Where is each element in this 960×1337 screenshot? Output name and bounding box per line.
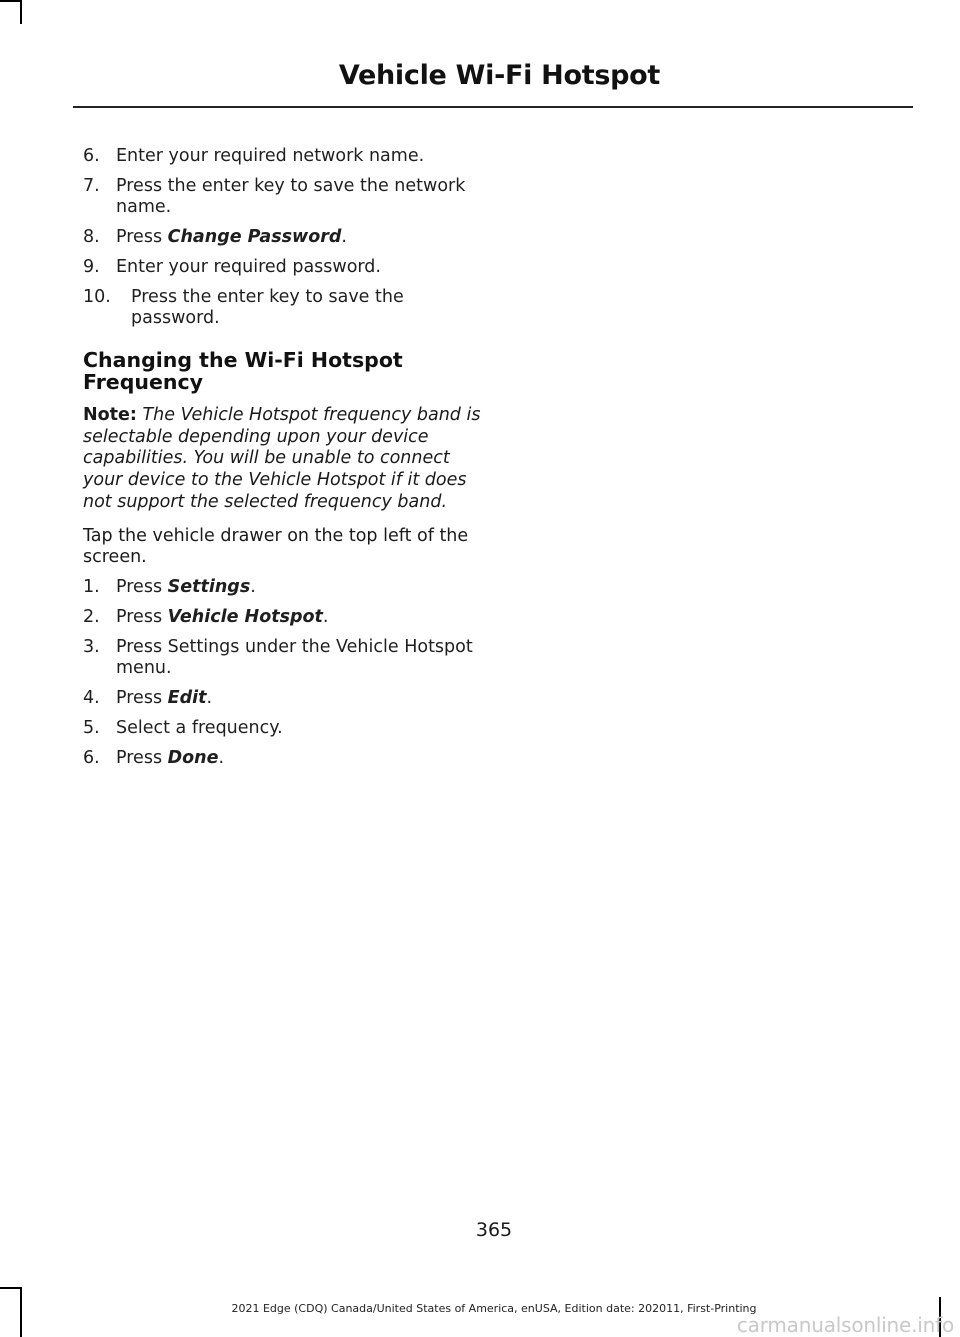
step-number: 3. bbox=[83, 636, 100, 657]
step-number: 1. bbox=[83, 576, 100, 597]
step-text: Press the enter key to save the network name. bbox=[116, 176, 466, 217]
step-text: Select a frequency. bbox=[116, 717, 283, 738]
step-text: . bbox=[341, 227, 347, 247]
step-text: . bbox=[218, 747, 225, 768]
menu-term: Change Password bbox=[167, 227, 342, 247]
note-label: Note: bbox=[83, 405, 137, 425]
step-text: Press bbox=[116, 687, 168, 708]
step-number: 5. bbox=[83, 717, 100, 738]
menu-term: Settings bbox=[167, 576, 251, 597]
step-text: Enter your required network name. bbox=[116, 146, 425, 166]
step-text: . bbox=[250, 576, 256, 597]
note-text: The Vehicle Hotspot frequency band is selectable depending upon your device capabilities. You will be unable to connect your device to the Vehicle Hotspot if it does not support the selected frequency band. bbox=[83, 405, 481, 512]
menu-term: Done bbox=[167, 747, 219, 768]
step-text: Press bbox=[116, 606, 168, 627]
page-number: 365 bbox=[475, 1219, 513, 1241]
list-item bbox=[83, 748, 483, 769]
note-paragraph bbox=[83, 405, 483, 514]
page-title: Vehicle Wi-Fi Hotspot bbox=[338, 60, 660, 91]
crop-mark bbox=[20, 0, 22, 24]
step-number: 6. bbox=[83, 146, 100, 166]
intro-paragraph: Tap the vehicle drawer on the top left of the screen. bbox=[83, 525, 469, 567]
crop-mark bbox=[0, 0, 22, 2]
content-column bbox=[83, 146, 483, 778]
section-heading: Changing the Wi-Fi Hotspot Frequency bbox=[83, 348, 403, 394]
step-number: 9. bbox=[83, 257, 100, 277]
step-text: Press bbox=[116, 747, 168, 768]
list-item bbox=[83, 287, 483, 329]
step-number: 10. bbox=[83, 287, 111, 307]
step-list bbox=[83, 146, 483, 329]
step-text: Press Settings under the Vehicle Hotspot menu. bbox=[116, 636, 473, 678]
list-item bbox=[83, 577, 483, 598]
header-rule bbox=[73, 106, 913, 108]
list-item bbox=[83, 607, 483, 628]
list-item bbox=[83, 176, 483, 218]
step-text: Press the enter key to save the password. bbox=[131, 287, 404, 328]
list-item bbox=[83, 146, 483, 167]
list-item bbox=[83, 718, 483, 739]
step-number: 8. bbox=[83, 227, 100, 247]
step-text: Enter your required password. bbox=[116, 257, 381, 277]
menu-term: Edit bbox=[167, 687, 207, 708]
edition-footer: 2021 Edge (CDQ) Canada/United States of America, enUSA, Edition date: 202011, First-Printing bbox=[231, 1302, 757, 1315]
list-item bbox=[83, 227, 483, 248]
step-number: 2. bbox=[83, 606, 100, 627]
crop-mark bbox=[0, 1287, 22, 1289]
list-item bbox=[83, 257, 483, 278]
list-item bbox=[83, 688, 483, 709]
step-number: 6. bbox=[83, 747, 100, 768]
step-number: 4. bbox=[83, 687, 100, 708]
step-text: . bbox=[322, 606, 329, 627]
step-list bbox=[83, 577, 483, 769]
list-item bbox=[83, 637, 483, 679]
step-text: Press bbox=[116, 227, 168, 247]
step-number: 7. bbox=[83, 176, 100, 196]
menu-term: Vehicle Hotspot bbox=[167, 606, 323, 627]
step-text: Press bbox=[116, 576, 168, 597]
watermark: carmanualsonline.info bbox=[736, 1313, 954, 1337]
step-text: . bbox=[206, 687, 213, 708]
